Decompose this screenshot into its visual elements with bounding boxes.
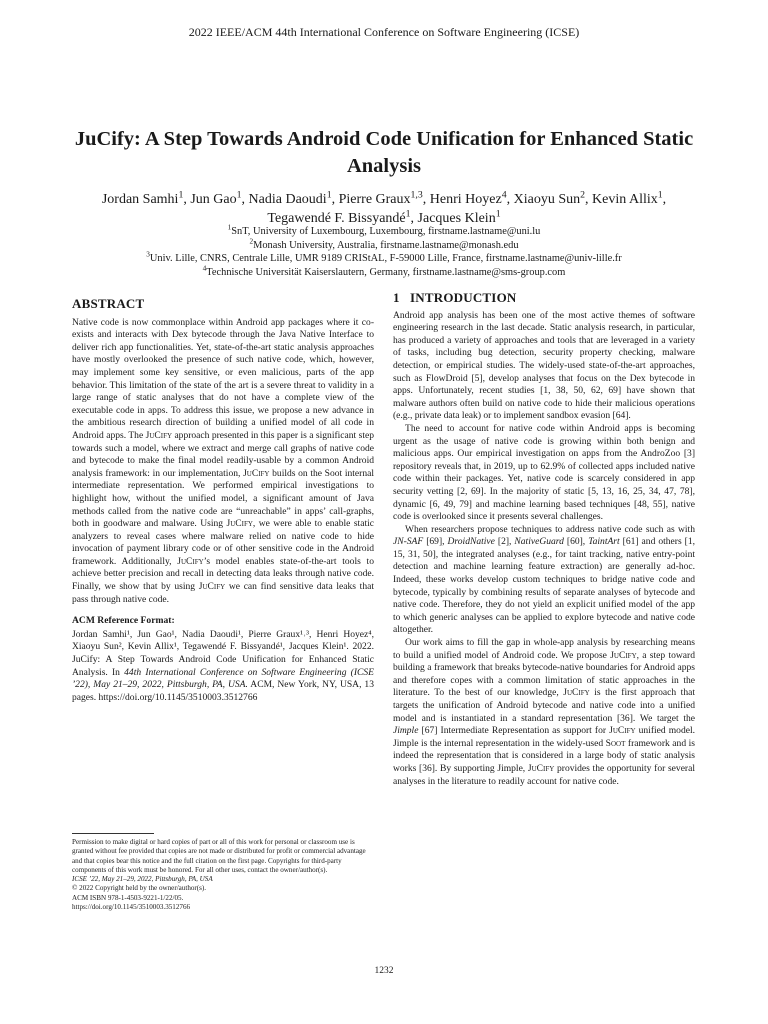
left-column: [72, 298, 374, 704]
intro-paragraph: Our work aims to fill the gap in whole-app analysis by researching means to build a unified model of Android code. We propose JuCify, a step toward building a framework that breaks bytecode-native boundaries for Android apps and therefore copes with a common limitation of static approaches in the literature. To the best of our knowledge, JuCify is the first approach that targets the unification of Android bytecode and native code into a unified model and is instantiated in a standard representation [36]. We target the Jimple [67] Intermediate Representation as support for JuCify unified model. Jimple is the internal representation in the widely-used Soot framework and is indeed the representation that is considered in a large body of static analysis works [36]. By supporting Jimple, JuCify provides the opportunity for several analyses in the literature to readily account for native code.: [393, 637, 695, 787]
author: Xiaoyu Sun: [513, 192, 581, 207]
acm-reference-text: Jordan Samhi¹, Jun Gao¹, Nadia Daoudi¹, Pierre Graux¹˒³, Henri Hoyez⁴, Xiaoyu Sun², Kevin Allix¹, Tegawendé F. Bissyandé¹, Jacques Klein¹. 2022. JuCify: A Step Towards Android Code Unification for Enhanced Static Analysis. In 44th International Conference on Software Engineering (ICSE ’22), May 21–29, 2022, Pittsburgh, PA, USA. ACM, New York, NY, USA, 13 pages. https://doi.org/10.1145/3510003.3512766: [72, 628, 374, 703]
affiliation: $^4$Technische Universität Kaiserslautern, Germany, firstname.lastname@sms-group.com: [202, 264, 566, 278]
paper-title: JuCify: A Step Towards Android Code Unification for Enhanced Static Analysis: [74, 128, 694, 177]
copyright-footnote: Permission to make digital or hard copies of part or all of this work for personal or classroom use is granted without fee provided that copies are not made or distributed for profit or commercial advantage and that copies bear this notice and the full citation on the first page. Copyrights for third-party components of this work must be honored. For all other uses, contact the owner/author(s). ICSE ’22, May 21–29, 2022, Pittsburgh, PA, USA © 2022 Copyright held by the owner/author(s). ACM ISBN 978-1-4503-9221-1/22/05. https://doi.org/10.1145/3510003.3512766: [72, 838, 366, 912]
intro-paragraph: Android app analysis has been one of the most active themes of software engineering research in the last decade. Static analysis research, in particular, has produced a variety of approaches and tools that are leveraged in a variety of tasks, including bug detection, security property checking, malware detection, or empirical studies. The widely-used state-of-the-art approaches, such as FlowDroid [5], develop analyses that focus on the Dex bytecode in apps. Unfortunately, recent studies [1, 38, 50, 62, 69] have shown that malware authors often build on native code to hide their malicious operations (e.g., private data leak) or to implement sandbox evasion [64].: [393, 309, 695, 422]
author: Kevin Allix: [592, 192, 658, 207]
acm-reference-heading: ACM Reference Format:: [72, 615, 175, 627]
affiliation: $^3$Univ. Lille, CNRS, Centrale Lille, UMR 9189 CRIStAL, F-59000 Lille, France, firstname.lastname@univ-lille.fr: [146, 250, 622, 265]
author-list: Jordan Samhi$^1$, Jun Gao$^1$, Nadia Daoudi$^1$, Pierre Graux$^{1,3}$, Henri Hoyez$^4$, Xiaoyu Sun$^2$, Kevin Allix$^1$, Tegawendé F. Bissyandé$^1$, Jacques Klein$^1$: [101, 189, 667, 226]
author: Jun Gao: [190, 192, 237, 207]
intro-heading: 1 INTRODUCTION: [393, 290, 517, 305]
affiliation: $^2$Monash University, Australia, firstname.lastname@monash.edu: [249, 237, 519, 251]
conference-header: 2022 IEEE/ACM 44th International Conference on Software Engineering (ICSE): [188, 25, 580, 39]
footnote-rule: [72, 833, 154, 834]
author: Pierre Graux: [338, 192, 411, 207]
intro-paragraph: The need to account for native code within Android apps is becoming urgent as the usage of native code is growing within both benign and malicious apps. Our empirical investigation on apps from the AndroZoo [3] repository reveals that, in 2019, up to 62.9% of collected apps included native code within their packages. Yet, native code is scarcely considered in app security vetting [2, 69]. In the majority of static [5, 13, 16, 25, 34, 47, 78], dynamic [6, 49, 79] and machine learning based techniques [48, 55], native code is overlooked since it presents several challenges.: [393, 422, 695, 523]
author: Jacques Klein: [417, 211, 496, 226]
affiliations: [30, 225, 738, 279]
abstract-heading: ABSTRACT: [72, 296, 145, 311]
right-column: [393, 292, 695, 788]
author: Henri Hoyez: [429, 192, 502, 207]
page-number: 1232: [374, 966, 394, 976]
author: Nadia Daoudi: [248, 192, 327, 207]
abstract-text: Native code is now commonplace within Android app packages where it co-exists and interacts with Dex bytecode through the Java Native Interface to deliver rich app functionalities. Yet, state-of-the-art static analysis approaches have mostly overlooked the presence of such native code, which, however, may implement some key sensitive, or even malicious, parts of the app behavior. This limitation of the state of the art is a severe threat to validity in a large range of static analyses that do not have a complete view of the executable code in apps. To address this issue, we propose a new advance in the ambitious research direction of building a unified model of all code in Android apps. The JuCify approach presented in this paper is a significant step towards such a model, where we extract and merge call graphs of native code and bytecode to make the final model readily-usable by a common Android analysis framework: in our implementation, JuCify builds on the Soot internal intermediate representation. We performed empirical investigations to highlight how, without the unified model, a significant amount of Java methods called from the native code are “unreachable” in apps’ call-graphs, both in goodware and malware. Using JuCify, we were able to enable static analyzers to reveal cases where malware relied on native code to hide invocation of payment library code or of other sensitive code in the Android framework. Additionally, JuCify’s model enables state-of-the-art tools to achieve better precision and recall in detecting data leaks through native code. Finally, we show that by using JuCify we can find sensitive data leaks that pass through native code.: [72, 316, 375, 605]
author: Tegawendé F. Bissyandé: [267, 211, 406, 226]
author: Jordan Samhi: [101, 192, 179, 207]
intro-paragraph: When researchers propose techniques to address native code such as with JN-SAF [69], DroidNative [2], NativeGuard [60], TaintArt [61] and others [1, 15, 31, 50], the integrated analyses (e.g., for taint tracking, native entry-point detection and machine learning feature extraction) are generally ad-hoc. Indeed, these works develop custom techniques to bridge native code and bytecode, typically by combining results of separate analyses of bytecode and native code. Therefore, they do not yield an explicit unified model of the app to which generic analyses can be applied to explore bytecode and native code altogether.: [393, 523, 695, 636]
affiliation: $^1$SnT, University of Luxembourg, Luxembourg, firstname.lastname@uni.lu: [227, 223, 541, 237]
